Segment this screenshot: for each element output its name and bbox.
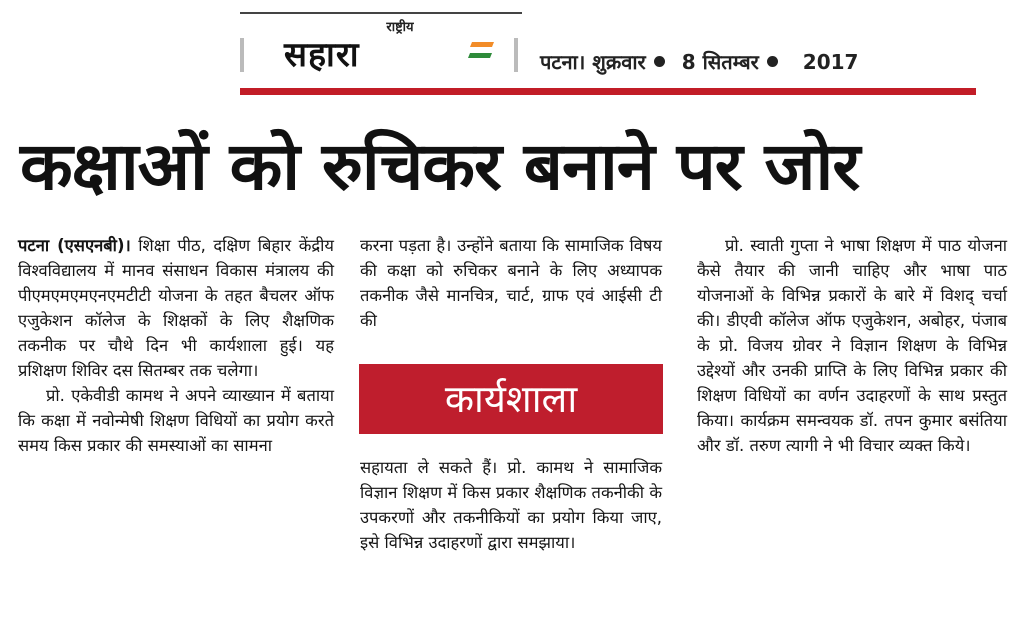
article-dateline: पटना (एसएनबी)। bbox=[18, 236, 131, 255]
dateline bbox=[540, 48, 960, 78]
article-column-1 bbox=[18, 233, 334, 618]
masthead-top-rule bbox=[240, 12, 522, 14]
dateline-year: 2017 bbox=[802, 49, 859, 74]
bullet-icon bbox=[654, 56, 665, 67]
dateline-separator: । bbox=[577, 50, 586, 74]
newspaper-logo: सहारा bbox=[284, 35, 360, 75]
logo-bracket-right bbox=[514, 38, 518, 72]
dateline-date: 8 सितम्बर bbox=[681, 50, 759, 74]
bullet-icon bbox=[767, 56, 778, 67]
article-paragraph-3: प्रो. स्वाती गुप्ता ने भाषा शिक्षण में पाठ योजना कैसे तैयार की जानी चाहिए और भाषा पाठ योजनाओं के विभिन्न प्रकारों के बारे में विशद् चर्चा की। डीएवी कॉलेज ऑफ एजुकेशन, अबोहर, पंजाब के प्रो. विजय ग्रोवर ने विज्ञान शिक्षण के विभिन्न उद्देश्यों और उनकी प्राप्ति के लिए विभिन्न प्रकार की शिक्षण विधियों का वर्णन उदाहरणों के साथ प्रस्तुत किया। कार्यक्रम समन्वयक डॉ. तपन कुमार बसंतिया और डॉ. तरुण त्यागी ने भी विचार व्यक्त किये। bbox=[697, 236, 1007, 455]
dateline-city: पटना bbox=[540, 50, 578, 74]
section-banner: कार्यशाला bbox=[359, 364, 663, 434]
dateline-day: शुक्रवार bbox=[592, 50, 646, 74]
article-headline: कक्षाओं को रुचिकर बनाने पर जोर bbox=[20, 128, 860, 205]
article-paragraph-1: शिक्षा पीठ, दक्षिण बिहार केंद्रीय विश्वविद्यालय में मानव संसाधन विकास मंत्रालय की पीएमएमएमएनएमटीटी योजना के तहत बैचलर ऑफ एजुकेशन कॉलेज के शिक्षकों के लिए शैक्षणिक तकनीक पर चौथे दिन भी कार्यशाला हुई। यह प्रशिक्षण शिविर दस सितम्बर तक चलेगा। bbox=[18, 236, 334, 380]
article-paragraph-2: प्रो. एकेवीडी कामथ ने अपने व्याख्यान में बताया कि कक्षा में नवोन्मेषी शिक्षण विधियों का प्रयोग करते समय किस प्रकार की समस्याओं का सामना bbox=[18, 386, 334, 455]
article-column-2-bottom: सहायता ले सकते हैं। प्रो. कामथ ने सामाजिक विज्ञान शिक्षण में किस प्रकार शैक्षणिक तकनीकी के उपकरणों और तकनीकियों का प्रयोग किया जाए, इसे विभिन्न उदाहरणों द्वारा समझाया। bbox=[360, 458, 662, 552]
article-column-3 bbox=[697, 233, 1007, 618]
flag-stripes-icon bbox=[468, 40, 494, 60]
logo-subtitle: राष्ट्रीय bbox=[386, 20, 414, 35]
article-column-2-top: करना पड़ता है। उन्होंने बताया कि सामाजिक विषय की कक्षा को रुचिकर बनाने के लिए अध्यापक तकनीक जैसे मानचित्र, चार्ट, ग्राफ एवं आईसी टी की bbox=[360, 236, 662, 330]
logo-bracket-left bbox=[240, 38, 244, 72]
masthead-red-rule bbox=[240, 88, 976, 95]
